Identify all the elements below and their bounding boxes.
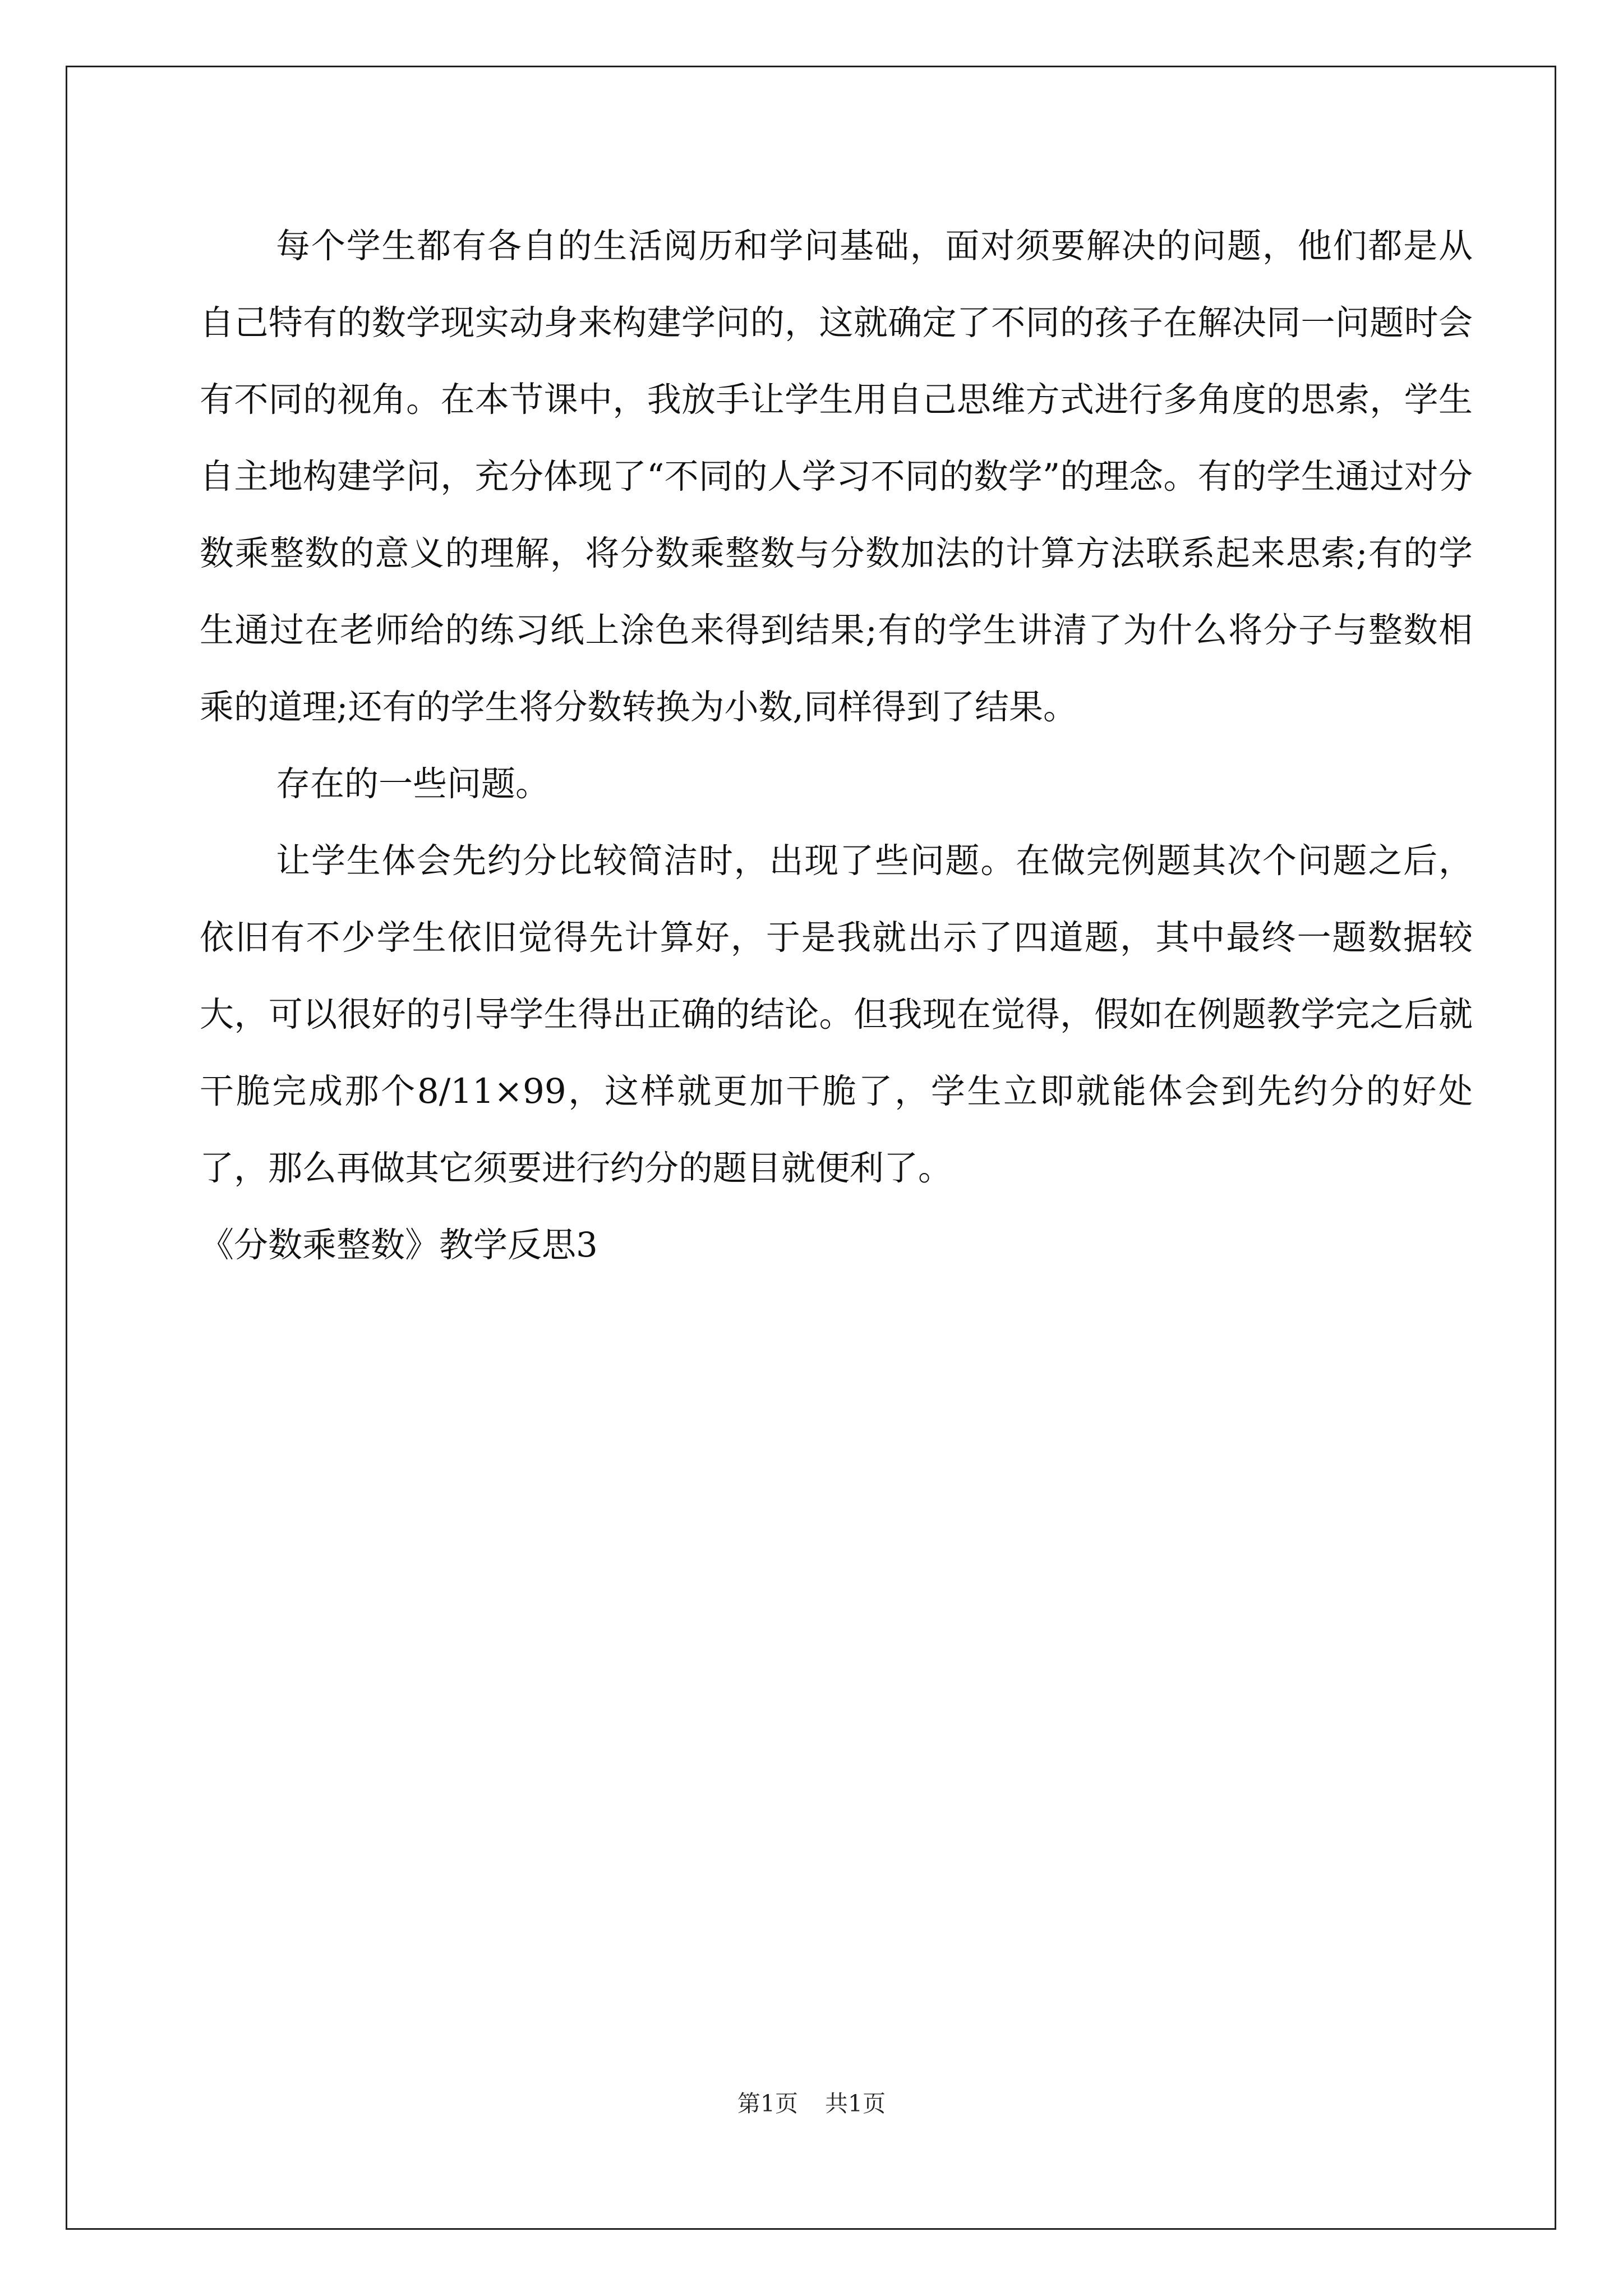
document-body (200, 208, 1473, 1283)
paragraph-reflection: 每个学生都有各自的生活阅历和学问基础，面对须要解决的问题，他们都是从自己特有的数学现实动身来构建学问的，这就确定了不同的孩子在解决同一问题时会有不同的视角。在本节课中，我放手让学生用自己思维方式进行多角度的思索，学生自主地构建学问，充分体现了“不同的人学习不同的数学”的理念。有的学生通过对分数乘整数的意义的理解，将分数乘整数与分数加法的计算方法联系起来思索;有的学生通过在老师给的练习纸上涂色来得到结果;有的学生讲清了为什么将分子与整数相乘的道理;还有的学生将分数转换为小数,同样得到了结果。 (200, 226, 1473, 727)
page-footer (0, 2087, 1623, 2120)
section-heading: 《分数乘整数》教学反思3 (200, 1225, 598, 1265)
paragraph-issues-detail: 让学生体会先约分比较简洁时，出现了些问题。在做完例题其次个问题之后，依旧有不少学生依旧觉得先计算好，于是我就出示了四道题，其中最终一题数据较大，可以很好的引导学生得出正确的结论。但我现在觉得，假如在例题教学完之后就干脆完成那个8/11×99，这样就更加干脆了，学生立即就能体会到先约分的好处了，那么再做其它须要进行约分的题目就便利了。 (200, 841, 1473, 1188)
page-number-current: 第1页 (737, 2090, 798, 2117)
page-number-total: 共1页 (825, 2090, 886, 2117)
paragraph-issues-intro: 存在的一些问题。 (276, 764, 550, 804)
